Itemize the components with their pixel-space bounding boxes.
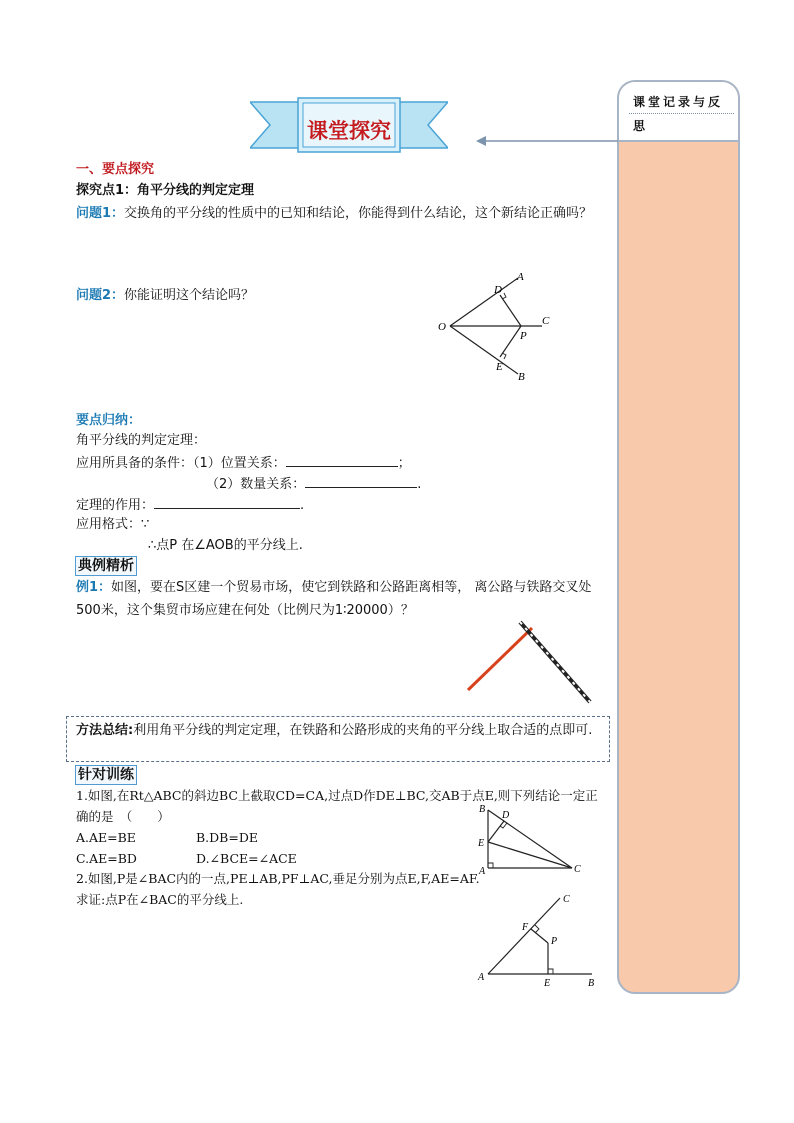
summary-format-conclusion: ∴点P 在∠AOB的平分线上. bbox=[148, 538, 303, 553]
label-B: B bbox=[518, 371, 525, 383]
question-1-text: 交换角的平分线的性质中的已知和结论，你能得到什么结论，这个新结论正确吗？ bbox=[124, 206, 593, 221]
condition-2-end: . bbox=[417, 477, 422, 492]
figure-right-triangle bbox=[474, 800, 586, 876]
condition-1-end: ； bbox=[397, 456, 411, 471]
label-E4: E bbox=[544, 978, 551, 989]
label-D3: D bbox=[502, 810, 510, 821]
seg-pd bbox=[500, 295, 521, 326]
method-label: 方法总结: bbox=[76, 723, 134, 738]
banner-title: 课堂探究 bbox=[307, 119, 391, 143]
example-1-label: 例1： bbox=[76, 580, 112, 595]
question-1 bbox=[76, 202, 610, 225]
condition-2-blank bbox=[305, 473, 417, 488]
road-line bbox=[468, 628, 532, 690]
method-summary bbox=[76, 720, 606, 741]
ray-ob bbox=[450, 326, 518, 374]
label-P: P bbox=[520, 330, 527, 342]
example-1-text: 如图，要在S区建一个贸易市场，使它到铁路和公路距离相等， 离公路与铁路交叉处500米，这个集贸市场应建在何处（比例尺为1∶20000）？ bbox=[76, 580, 592, 618]
example-1 bbox=[76, 576, 610, 622]
training-q2: 2.如图,P是∠BAC内的一点,PE⊥AB,PF⊥AC,垂足分别为点E,F,AE=AF. bbox=[76, 871, 480, 886]
summary-heading: 要点归纳： bbox=[76, 413, 142, 428]
label-D: D bbox=[494, 284, 502, 296]
question-1-label: 问题1： bbox=[76, 206, 125, 221]
option-b: B.DB=DE bbox=[196, 830, 258, 845]
example-tag: 典例精析 bbox=[75, 556, 137, 576]
point-label: 探究点1： bbox=[76, 183, 138, 198]
option-c: C.AE=BD bbox=[76, 851, 137, 866]
figure-road-railway bbox=[460, 618, 600, 708]
summary-condition-2 bbox=[206, 473, 421, 495]
ray-oa bbox=[450, 278, 518, 326]
notes-sidebar bbox=[617, 80, 740, 994]
seg-de bbox=[488, 821, 504, 842]
notes-dotted-divider bbox=[629, 113, 734, 114]
method-summary-box bbox=[66, 716, 610, 762]
question-2-text: 你能证明这个结论吗？ bbox=[124, 288, 255, 303]
condition-1-blank bbox=[286, 452, 398, 467]
label-O: O bbox=[438, 321, 446, 333]
option-a: A.AE=BE bbox=[76, 830, 136, 845]
notes-sidebar-title: 课堂记录与反思 bbox=[633, 95, 724, 133]
right-angle-f bbox=[535, 925, 539, 933]
option-d: D.∠BCE=∠ACE bbox=[196, 851, 297, 866]
label-E3: E bbox=[478, 838, 485, 849]
label-P4: P bbox=[551, 936, 558, 947]
pointer-arrow bbox=[476, 134, 620, 148]
question-2-label: 问题2： bbox=[76, 288, 125, 303]
label-C: C bbox=[542, 315, 550, 327]
label-A3: A bbox=[479, 866, 486, 876]
point-text: 角平分线的判定定理 bbox=[137, 183, 255, 198]
role-end: . bbox=[300, 498, 305, 513]
section-heading: 一、要点探究 bbox=[76, 162, 155, 177]
summary-condition-1 bbox=[76, 452, 411, 474]
question-2 bbox=[76, 286, 254, 306]
right-angle-a bbox=[488, 863, 493, 868]
role-blank bbox=[154, 494, 300, 509]
summary-format: 应用格式：∵ bbox=[76, 517, 150, 532]
seg-ec bbox=[488, 842, 572, 868]
training-q1: 1.如图,在Rt△ABC的斜边BC上截取CD=CA,过点D作DE⊥BC,交AB于点E,则下列结论一定正确的是 （ ） bbox=[76, 788, 598, 824]
label-C4: C bbox=[563, 894, 570, 905]
label-F4: F bbox=[522, 922, 529, 933]
seg-pf bbox=[531, 929, 548, 943]
right-angle-e4 bbox=[548, 969, 553, 974]
label-C3: C bbox=[574, 864, 581, 875]
label-B4: B bbox=[588, 978, 595, 989]
label-A4: A bbox=[478, 972, 485, 983]
point-title bbox=[76, 181, 254, 201]
method-text: 利用角平分线的判定定理，在铁路和公路形成的夹角的平分线上取合适的点即可. bbox=[133, 723, 593, 738]
figure-angle-bisector bbox=[432, 266, 562, 384]
label-A: A bbox=[517, 271, 524, 283]
label-B3: B bbox=[479, 804, 486, 815]
training-q2-prove: 求证:点P在∠BAC的平分线上. bbox=[76, 892, 244, 907]
summary-role bbox=[76, 494, 304, 516]
label-E: E bbox=[496, 361, 503, 373]
summary-line-1: 角平分线的判定定理： bbox=[76, 433, 207, 448]
seg-bc bbox=[488, 810, 572, 868]
condition-1-label: 应用所具备的条件：（1）位置关系： bbox=[76, 456, 286, 471]
seg-pe bbox=[500, 326, 521, 357]
notes-sidebar-header bbox=[619, 82, 738, 142]
condition-2-label: （2）数量关系： bbox=[206, 477, 306, 492]
training-tag: 针对训练 bbox=[75, 765, 137, 785]
role-label: 定理的作用： bbox=[76, 498, 155, 513]
ray-ac4 bbox=[488, 898, 560, 974]
figure-angle-bac bbox=[474, 886, 604, 992]
